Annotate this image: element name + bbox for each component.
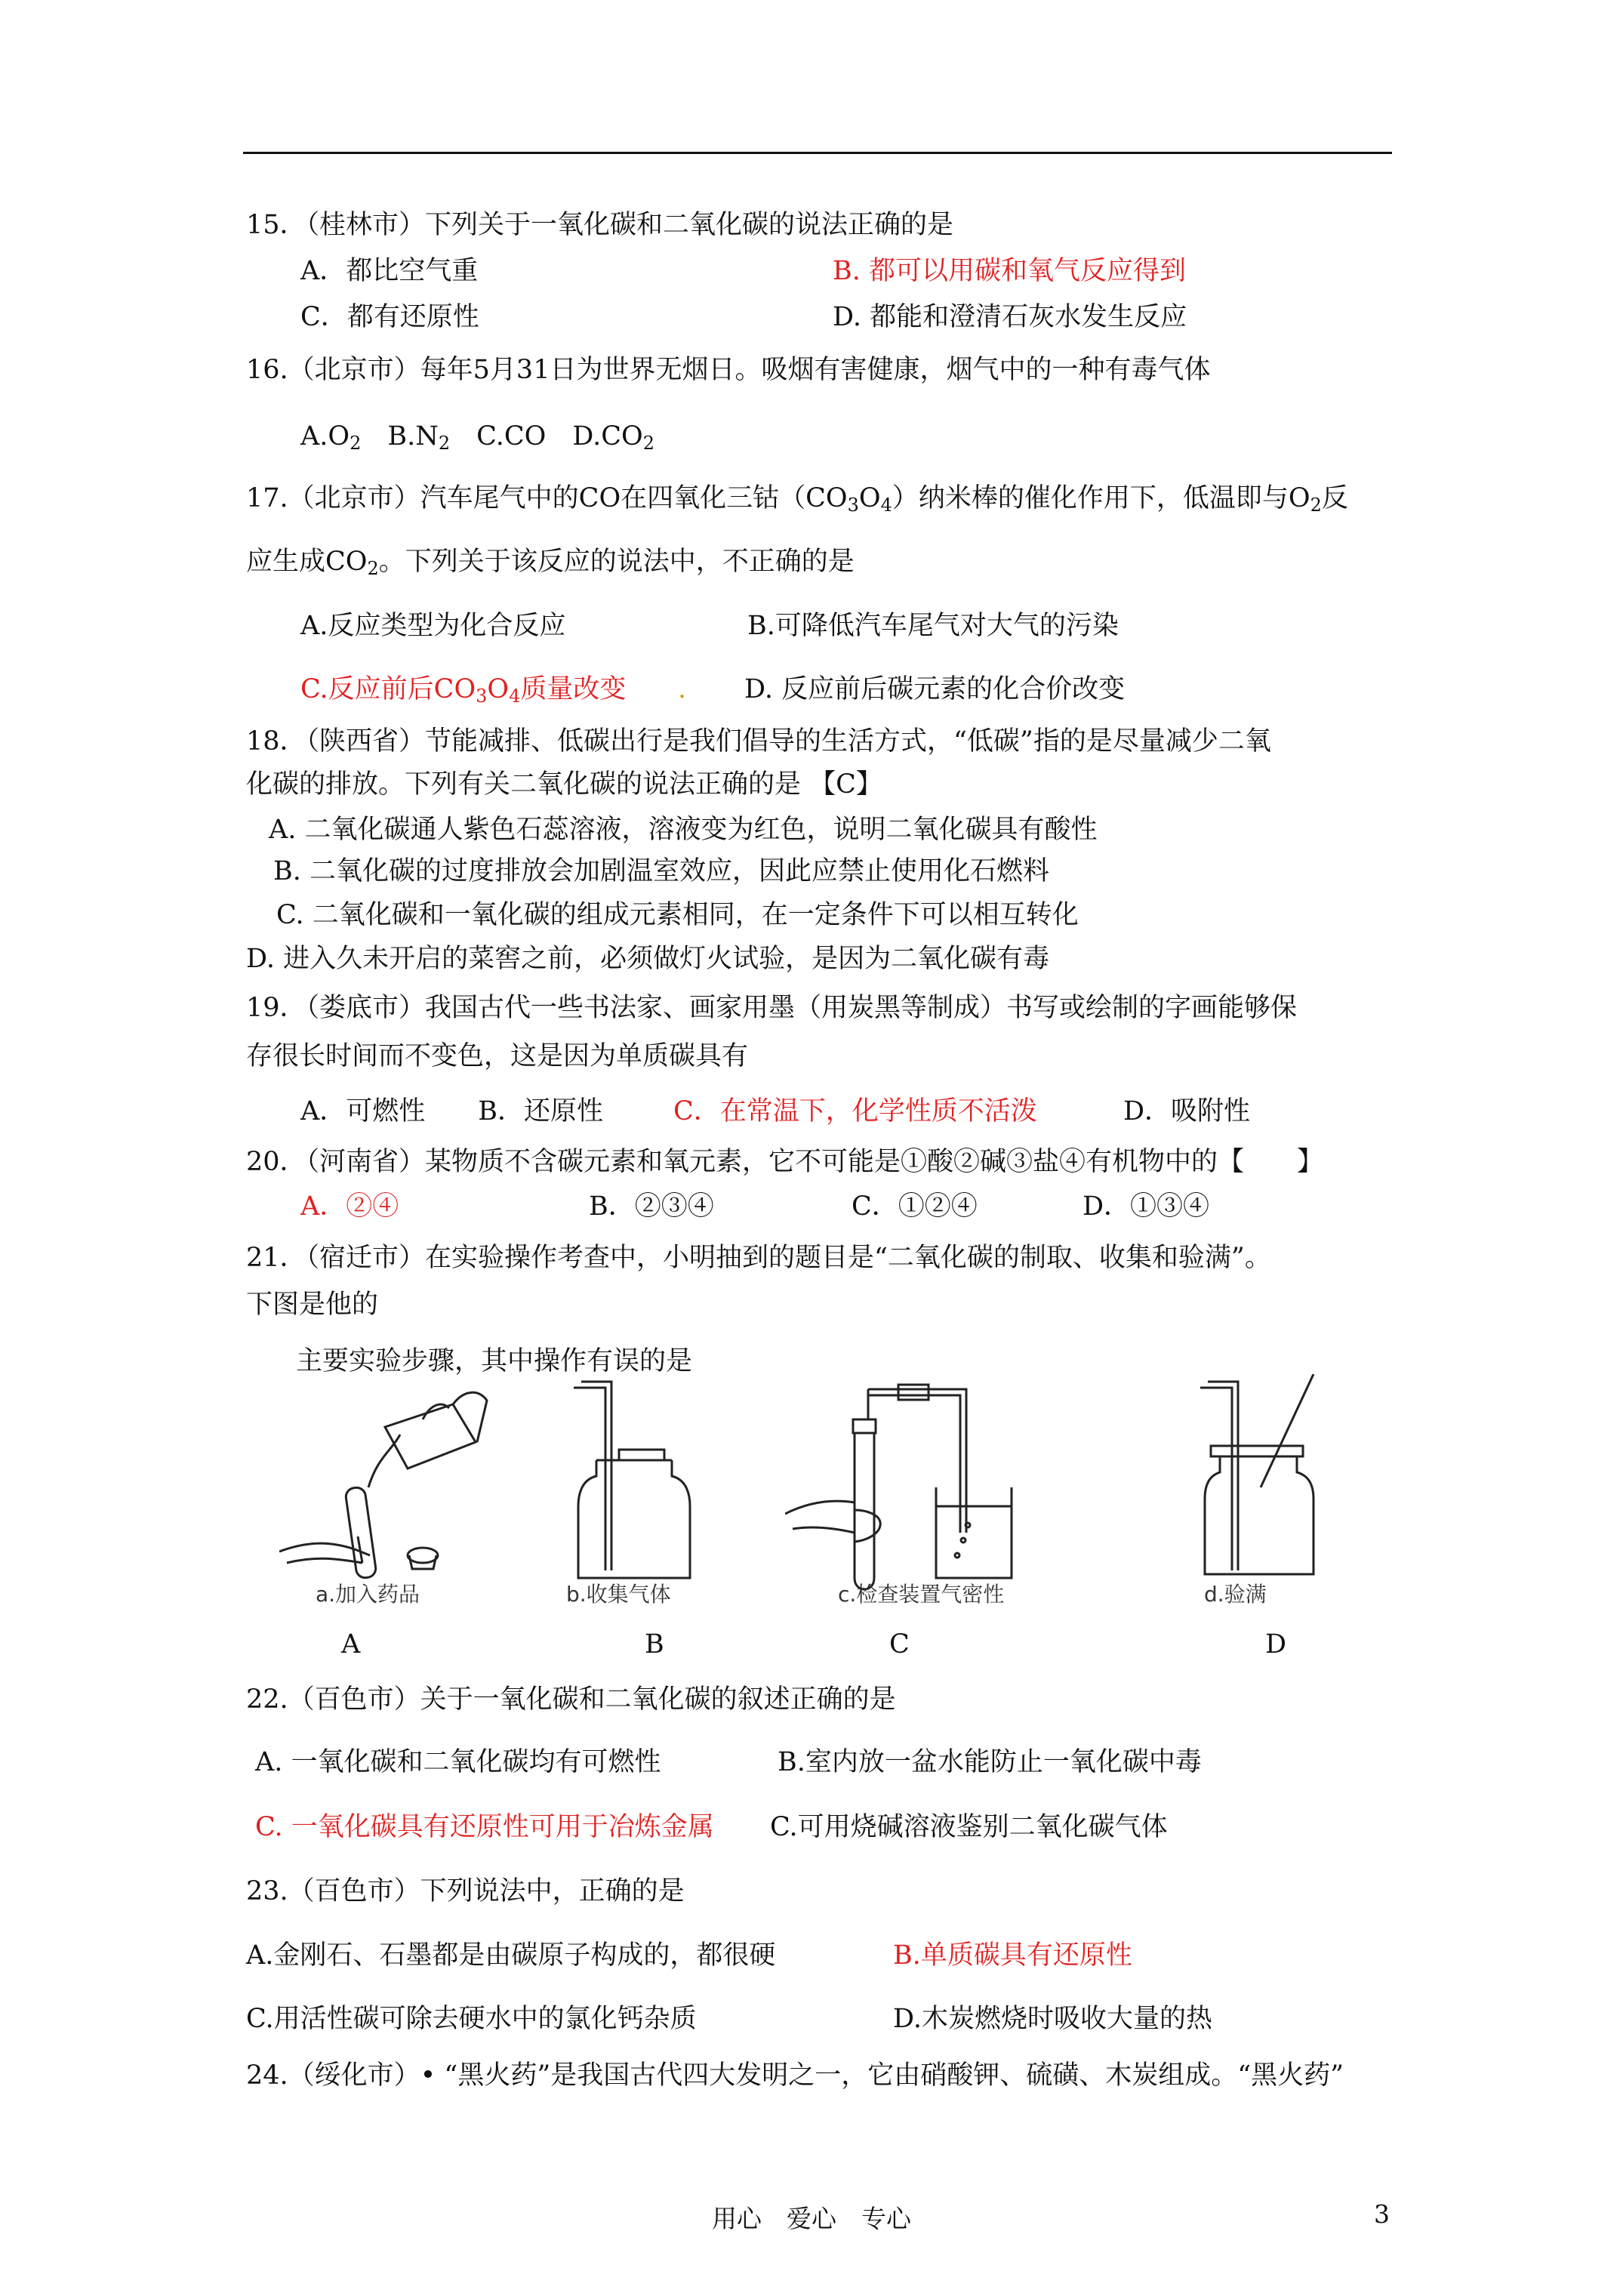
figure-letter-b: B <box>645 1629 664 1660</box>
page-number: 3 <box>1374 2199 1390 2229</box>
q18-option-b: B. 二氧化碳的过度排放会加剧温室效应，因此应禁止使用化石燃料 <box>273 856 1049 886</box>
airtightness-illustration <box>785 1374 1042 1601</box>
q24-stem: 24.（绥化市）• “黑火药”是我国古代四大发明之一，它由硝酸钾、硫磺、木炭组成。“黑火药” <box>246 2060 1344 2091</box>
page-footer-motto: 用心 爱心 专心 <box>712 2204 911 2233</box>
figure-letter-a: A <box>341 1629 361 1660</box>
q17-stem-line1: 17.（北京市）汽车尾气中的CO在四氧化三钴$(CO_3O_4)$纳米棒的催化作用下，低温即与$O_2$反 <box>246 483 1348 516</box>
q21-stem-line2: 下图是他的 <box>246 1290 379 1320</box>
q23-option-c: C.用活性碳可除去硬水中的氯化钙杂质 <box>246 2004 697 2034</box>
q21-stem-line1: 21．（宿迁市）在实验操作考查中，小明抽到的题目是“二氧化碳的制取、收集和验满”。 <box>246 1243 1271 1273</box>
figure-caption-b: b.收集气体 <box>566 1582 671 1607</box>
q19-option-d: D．吸附性 <box>1123 1096 1251 1126</box>
q19-options-ab: A．可燃性 B．还原性 <box>300 1096 603 1126</box>
figure-collect-gas <box>566 1374 702 1601</box>
gas-jar-illustration <box>566 1374 702 1601</box>
figure-letter-d: D <box>1265 1629 1287 1660</box>
q22-option-d: C.可用烧碱溶液鉴别二氧化碳气体 <box>770 1812 1168 1842</box>
q17-option-d: D. 反应前后碳元素的化合价改变 <box>744 674 1126 704</box>
q16-options: $A.O_2$ $B.N_2$ C.CO $D.CO_2$ <box>300 421 654 454</box>
figure-caption-c: c.检查装置气密性 <box>838 1582 1005 1607</box>
q17-option-b: B.可降低汽车尾气对大气的污染 <box>747 611 1119 641</box>
figure-caption-a: a.加入药品 <box>316 1582 420 1607</box>
q23-option-a: A.金刚石、石墨都是由碳原子构成的，都很硬 <box>246 1940 776 1971</box>
q20-option-c: C．①②④ <box>852 1191 978 1222</box>
figure-check-airtightness <box>785 1374 1042 1601</box>
q19-option-c-answer: C．在常温下，化学性质不活泼 <box>673 1096 1037 1126</box>
q18-stem-line1: 18．（陕西省）节能减排、低碳出行是我们倡导的生活方式，“低碳”指的是尽量减少二氧 <box>246 726 1271 757</box>
q22-stem: 22.（百色市）关于一氧化碳和二氧化碳的叙述正确的是 <box>246 1684 896 1715</box>
q15-option-d: D. 都能和澄清石灰水发生反应 <box>833 302 1187 332</box>
q18-stem-line2: 化碳的排放。下列有关二氧化碳的说法正确的是 【C】 <box>246 769 882 800</box>
q15-option-b-answer: B. 都可以用碳和氧气反应得到 <box>833 256 1186 286</box>
q20-stem: 20．（河南省）某物质不含碳元素和氧元素，它不可能是①酸②碱③盐④有机物中的【 】 <box>246 1147 1324 1177</box>
q15-option-a: A．都比空气重 <box>300 256 479 286</box>
q17-stray-dot: . <box>678 674 687 704</box>
header-rule <box>243 152 1392 154</box>
q17-stem-line2: 应生成$CO_2$。下列关于该反应的说法中，不正确的是 <box>246 547 855 579</box>
q19-stem-line2: 存很长时间而不变色，这是因为单质碳具有 <box>246 1041 749 1071</box>
add-reagent-illustration <box>279 1374 536 1601</box>
q21-stem-line3: 主要实验步骤，其中操作有误的是 <box>296 1346 693 1376</box>
check-full-illustration <box>1200 1374 1336 1601</box>
q16-stem: 16.（北京市）每年5月31日为世界无烟日。吸烟有害健康，烟气中的一种有毒气体 <box>246 355 1211 385</box>
q20-option-b: B．②③④ <box>589 1191 714 1222</box>
q22-option-a: A. 一氧化碳和二氧化碳均有可燃性 <box>255 1747 661 1777</box>
q18-option-c: C. 二氧化碳和一氧化碳的组成元素相同，在一定条件下可以相互转化 <box>276 900 1079 930</box>
q20-option-d: D．①③④ <box>1083 1191 1210 1222</box>
q23-stem: 23.（百色市）下列说法中，正确的是 <box>246 1876 685 1906</box>
q23-option-b-answer: B.单质碳具有还原性 <box>893 1940 1132 1971</box>
experiment-figures <box>279 1374 1351 1616</box>
q18-option-d: D. 进入久未开启的菜窖之前，必须做灯火试验，是因为二氧化碳有毒 <box>246 944 1050 974</box>
q15-option-c: C．都有还原性 <box>300 302 479 332</box>
q17-option-a: A.反应类型为化合反应 <box>300 611 566 641</box>
q20-option-a-answer: A．②④ <box>300 1191 399 1222</box>
q22-option-b: B.室内放一盆水能防止一氧化碳中毒 <box>778 1747 1202 1777</box>
q22-option-c-answer: C. 一氧化碳具有还原性可用于冶炼金属 <box>255 1812 714 1842</box>
q17-option-c-answer: C.反应前后$CO_3O_4$质量改变 <box>300 674 627 707</box>
q15-stem: 15．（桂林市）下列关于一氧化碳和二氧化碳的说法正确的是 <box>246 210 954 240</box>
q18-option-a: A. 二氧化碳通人紫色石蕊溶液，溶液变为红色，说明二氧化碳具有酸性 <box>269 815 1098 845</box>
figure-caption-d: d.验满 <box>1204 1582 1267 1607</box>
q23-option-d: D.木炭燃烧时吸收大量的热 <box>893 2004 1212 2034</box>
figure-letter-c: C <box>889 1629 910 1660</box>
q19-stem-line1: 19．（娄底市）我国古代一些书法家、画家用墨（用炭黑等制成）书写或绘制的字画能够保 <box>246 993 1298 1023</box>
figure-add-reagent <box>279 1374 536 1601</box>
figure-check-full <box>1200 1374 1336 1601</box>
